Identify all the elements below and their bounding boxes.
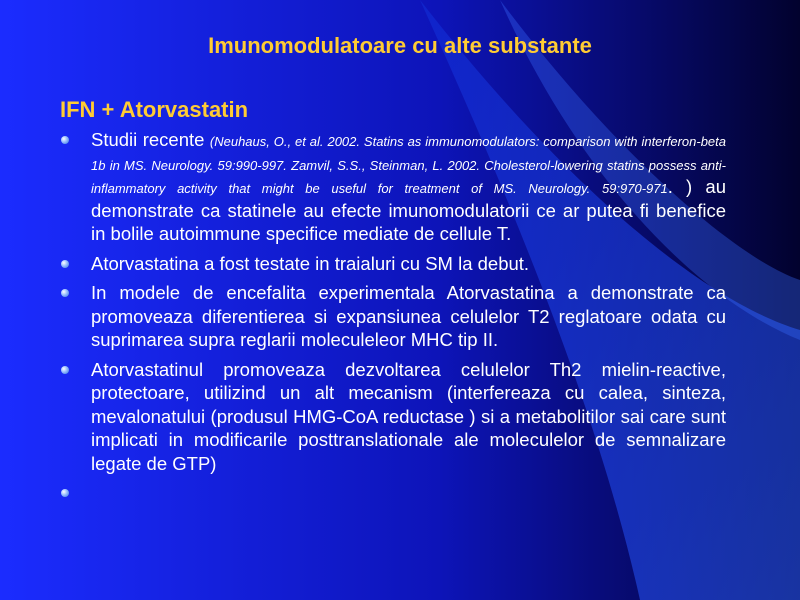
bullet-item-empty [60,481,726,504]
bullet-text: In modele de encefalita experimentala Atorvastatina a demonstrate ca promoveaza diferentierea si expansiunea celulelor T2 reglatoare odata cu suprimarea supra reglarii moleculeleor MHC tip II. [91,282,726,350]
bullet-text: Atorvastatina a fost testate in traialuri cu SM la debut. [91,252,530,274]
bullet-item [60,128,726,246]
bullet-dot-icon [61,289,69,297]
bullet-dot-icon [61,260,69,268]
bullet-text: Atorvastatinul promoveaza dezvoltarea celulelor Th2 mielin-reactive, protectoare, utilizind un alt mecanism (interfereaza cu calea, sinteza, mevalonatului (produsul HMG-CoA reductase ) si a metabolitilor sai care sunt implicati in modificarile posttranslationale ale moleculelor de semnalizare legate de GTP) [91,358,726,474]
bullet-citation: (Neuhaus, O., et al. 2002. Statins as immunomodulators: comparison with interferon-beta 1b in MS. Neurology. 59:990-997. Zamvil, S.S., Steinman, L. 2002. Cholesterol-lowering statins possess anti-inflammatory activity that might be useful for treatment of MS. Neurology. 59:970-971 [91,134,727,196]
bullet-item [60,358,726,476]
subheading: IFN + Atorvastatin [60,97,249,122]
bullet-dot-icon [61,136,69,144]
bullet-lead: Studii recente [91,129,210,150]
bullet-dot-icon [61,366,69,374]
bullet-list [60,128,726,510]
bullet-item [60,281,726,352]
bullet-dot-icon [61,489,69,497]
bullet-rest: . ) au demonstrate ca statinele au efecte imunomodulatorii ce ar putea fi benefice in bolile autoimmune specifice mediate de cellule T. [91,176,726,244]
slide-title: Imunomodulatoare cu alte substante [208,33,592,58]
bullet-item [60,252,726,276]
